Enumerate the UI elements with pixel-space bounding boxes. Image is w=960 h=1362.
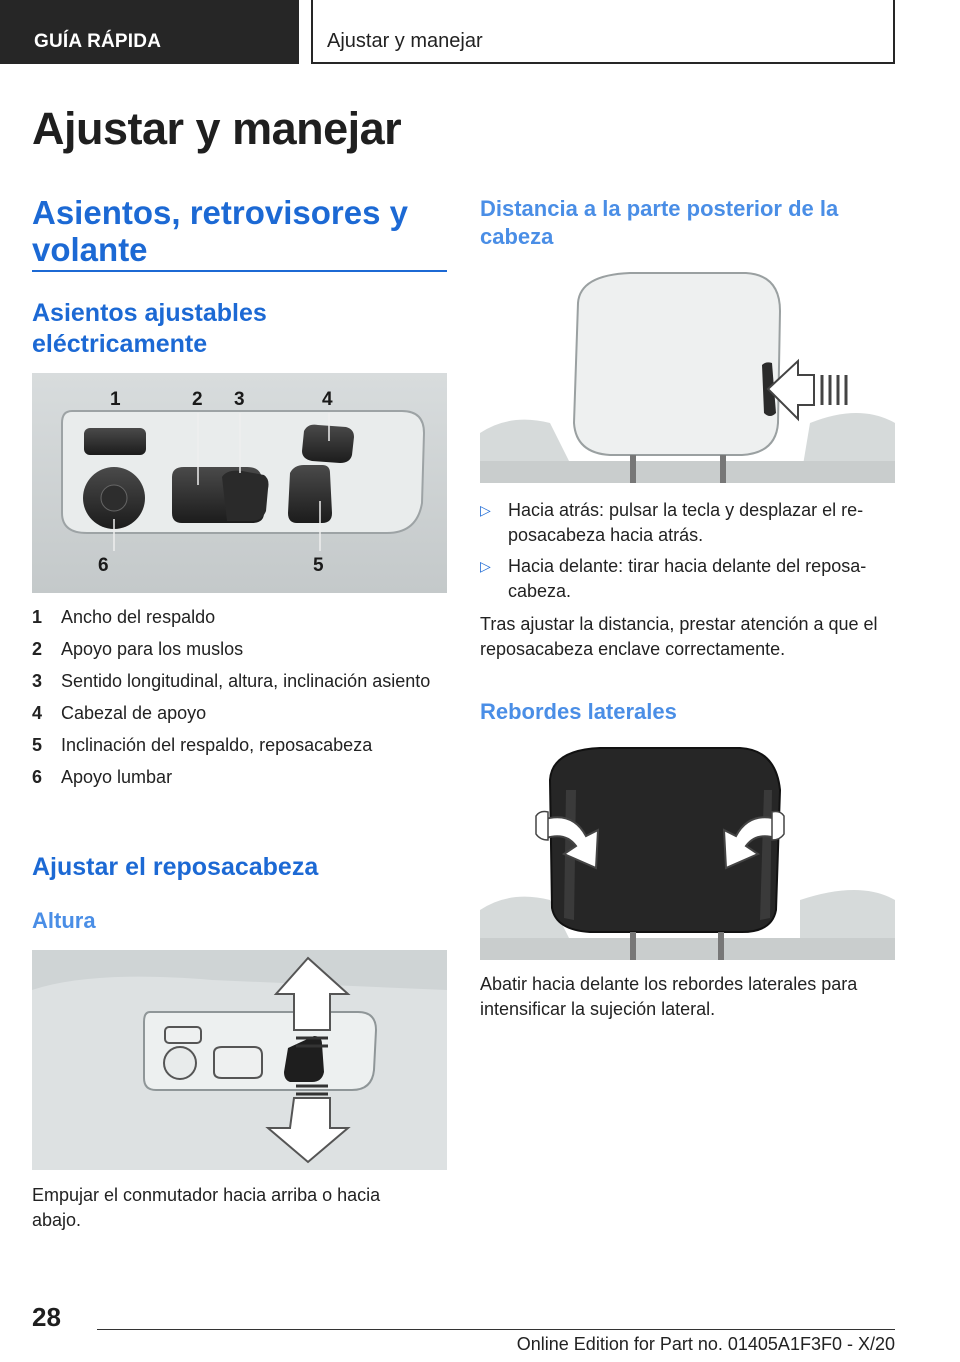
list-item: 6 Apoyo lumbar	[32, 767, 173, 787]
section-rule	[32, 270, 447, 272]
height-instruction: Empujar el conmutador hacia arriba o hacia abajo.	[32, 1185, 381, 1230]
header-section-label: GUÍA RÁPIDA	[34, 31, 162, 52]
fig-label-4: 4	[322, 389, 333, 410]
header-chapter-label: Ajustar y manejar	[327, 30, 483, 52]
distance-note: Tras ajustar la distancia, prestar atención a que el reposacabeza enclave correctamente.	[480, 614, 878, 659]
section-title: Asientos, retrovisores y volante	[32, 194, 408, 268]
side-bolsters-illustration	[480, 740, 895, 960]
page-title: Ajustar y manejar	[32, 103, 402, 154]
heading-electric-seats: Asientos ajustables eléctricamente	[32, 299, 267, 358]
fig-label-6: 6	[98, 555, 109, 576]
figure-side-bolsters	[480, 740, 895, 960]
bullet-marker-icon: ▷	[480, 558, 491, 574]
seat-controls-legend	[32, 606, 442, 798]
list-item: 2 Apoyo para los muslos	[32, 639, 244, 659]
fig-label-3: 3	[234, 389, 245, 410]
heading-side-bolsters: Rebordes laterales	[480, 699, 677, 724]
heading-head-distance: Distancia a la parte posterior de la cabeza	[480, 196, 839, 249]
bullet-marker-icon: ▷	[480, 502, 491, 518]
header-section-tab	[0, 0, 299, 64]
list-item: ▷ Hacia atrás: pulsar la tecla y desplazar el reposacabeza hacia atrás.	[480, 500, 864, 545]
list-item: ▷ Hacia delante: tirar hacia delante del reposacabeza.	[480, 556, 867, 601]
fig-label-5: 5	[313, 555, 324, 576]
figure-head-distance	[480, 263, 895, 483]
header-chapter-tab	[311, 0, 895, 64]
heading-height: Altura	[32, 908, 96, 933]
fig-label-1: 1	[110, 389, 121, 410]
head-distance-steps	[480, 498, 896, 610]
heading-adjust-headrest: Ajustar el reposacabeza	[32, 853, 319, 881]
page-number: 28	[32, 1302, 61, 1332]
figure-headrest-height	[32, 950, 447, 1170]
footer-edition: Online Edition for Part no. 01405A1F3F0 - X/20	[516, 1334, 895, 1354]
list-item: 5 Inclinación del respaldo, reposacabeza	[32, 735, 373, 755]
headrest-height-illustration	[32, 950, 447, 1170]
fig-label-2: 2	[192, 389, 203, 410]
figure-seat-controls	[32, 373, 447, 593]
list-item: 4 Cabezal de apoyo	[32, 703, 207, 723]
footer-rule	[97, 1329, 895, 1330]
seat-controls-illustration	[32, 373, 447, 593]
list-item: 1 Ancho del respaldo	[32, 607, 216, 627]
side-bolster-instruction: Abatir hacia delante los rebordes laterales para intensificar la sujeción lateral.	[480, 974, 858, 1019]
headrest-distance-illustration	[480, 263, 895, 483]
list-item: 3 Sentido longitudinal, altura, inclinación asiento	[32, 671, 431, 691]
